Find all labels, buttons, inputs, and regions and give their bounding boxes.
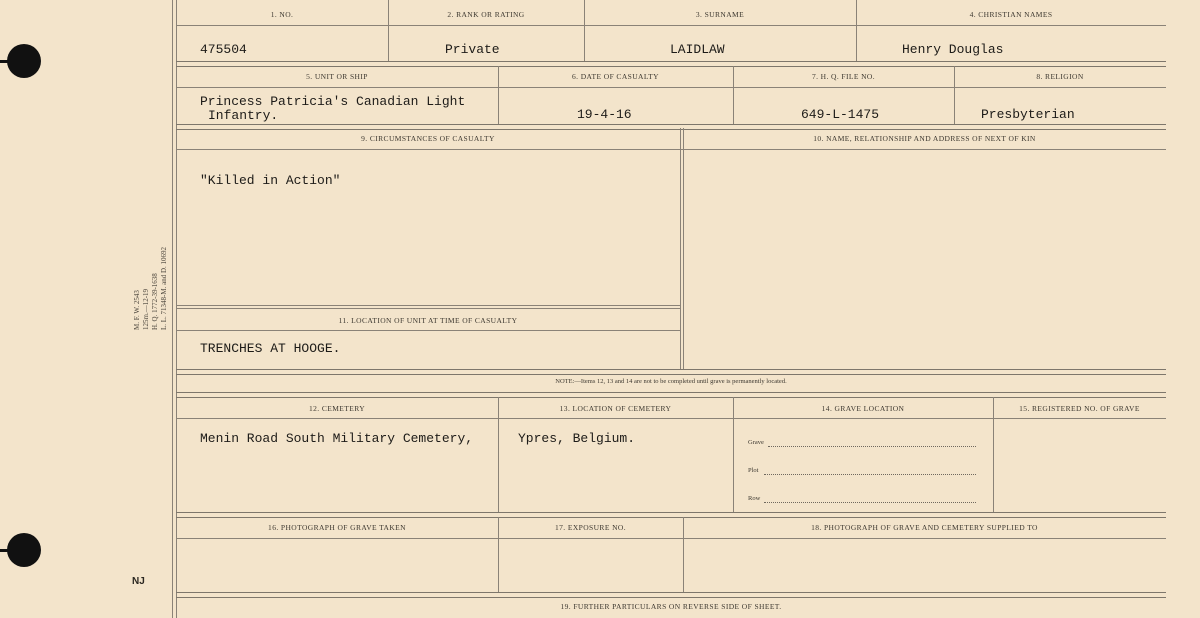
form-code-3: H. Q. 1772-39-1638 — [151, 273, 159, 330]
christian-names-label: 4. CHRISTIAN NAMES — [969, 10, 1053, 19]
circumstances-value: "Killed in Action" — [200, 173, 341, 188]
location-top-rule-2 — [176, 308, 680, 309]
row5-bottom-rule — [176, 592, 1166, 598]
photo-taken-label: 16. PHOTOGRAPH OF GRAVE TAKEN — [268, 523, 406, 532]
divider — [993, 397, 994, 513]
date-value: 19-4-16 — [577, 107, 632, 122]
note-bottom-rule — [176, 392, 1166, 398]
service-number: 475504 — [200, 42, 247, 57]
unit-label: 5. UNIT OR SHIP — [306, 72, 368, 81]
cemetery-location-label: 13. LOCATION OF CEMETERY — [559, 404, 672, 413]
row5-label-rule — [176, 538, 1166, 539]
religion-value: Presbyterian — [981, 107, 1075, 122]
photo-supplied-label: 18. PHOTOGRAPH OF GRAVE AND CEMETERY SUPPLIED TO — [811, 523, 1038, 532]
surname-value: LAIDLAW — [670, 42, 725, 57]
location-value: TRENCHES AT HOOGE. — [200, 341, 341, 356]
next-of-kin-label: 10. NAME, RELATIONSHIP AND ADDRESS OF NEXT OF KIN — [813, 134, 1036, 143]
row-field-label: Row — [748, 495, 761, 502]
grave-field-label: Grave — [748, 439, 764, 446]
form-code-1: M. F. W. 2543 — [133, 290, 141, 330]
divider — [680, 128, 681, 370]
unit-value-line2: Infantry. — [208, 108, 279, 123]
hq-file-value: 649-L-1475 — [801, 107, 880, 122]
religion-label: 8. RELIGION — [1036, 72, 1084, 81]
left-border — [172, 0, 173, 618]
row1-label-rule — [176, 25, 1166, 26]
exposure-label: 17. EXPOSURE NO. — [555, 523, 626, 532]
rank-value: Private — [445, 42, 500, 57]
date-label: 6. DATE OF CASUALTY — [572, 72, 659, 81]
row2-bottom-rule — [176, 124, 1166, 130]
divider — [498, 397, 499, 513]
clerk-initials: NJ — [132, 576, 145, 587]
punch-hole-top — [7, 44, 41, 78]
row2-label-rule — [176, 87, 1166, 88]
row3-bottom-rule — [176, 369, 1166, 375]
plot-field-line — [764, 474, 976, 475]
christian-names-value: Henry Douglas — [902, 42, 1004, 57]
divider — [683, 128, 684, 370]
surname-label: 3. SURNAME — [695, 10, 745, 19]
no-label: 1. NO. — [270, 10, 294, 19]
punch-hole-top-notch — [0, 60, 10, 63]
rank-label: 2. RANK OR RATING — [447, 10, 525, 19]
row4-bottom-rule — [176, 512, 1166, 518]
location-top-rule — [176, 305, 680, 306]
grave-field-line — [768, 446, 976, 447]
row4-label-rule — [176, 418, 1166, 419]
form-code-4: L. L. 71348-M. and D. 10692 — [160, 246, 168, 330]
form-code-2: 125m.—12-19 — [142, 288, 150, 330]
punch-hole-bottom-notch — [0, 549, 10, 552]
location-label: 11. LOCATION OF UNIT AT TIME OF CASUALTY — [338, 316, 518, 325]
plot-field-label: Plot — [748, 467, 759, 474]
row1-bottom-rule — [176, 61, 1166, 67]
further-particulars-label: 19. FURTHER PARTICULARS ON REVERSE SIDE OF SHEET. — [560, 602, 782, 611]
circumstances-label: 9. CIRCUMSTANCES OF CASUALTY — [361, 134, 495, 143]
note-text: NOTE:—Items 12, 13 and 14 are not to be completed until grave is permanently located. — [555, 378, 787, 385]
hq-file-label: 7. H. Q. FILE NO. — [811, 72, 876, 81]
cemetery-value: Menin Road South Military Cemetery, — [200, 431, 474, 446]
divider — [733, 397, 734, 513]
location-label-rule — [176, 330, 680, 331]
cemetery-label: 12. CEMETERY — [308, 404, 366, 413]
cemetery-location-value: Ypres, Belgium. — [518, 431, 636, 446]
grave-location-label: 14. GRAVE LOCATION — [821, 404, 905, 413]
row3-label-rule — [176, 149, 1166, 150]
unit-value-line1: Princess Patricia's Canadian Light — [200, 94, 466, 109]
registered-no-label: 15. REGISTERED NO. OF GRAVE — [1019, 404, 1140, 413]
row-field-line — [764, 502, 976, 503]
punch-hole-bottom — [7, 533, 41, 567]
